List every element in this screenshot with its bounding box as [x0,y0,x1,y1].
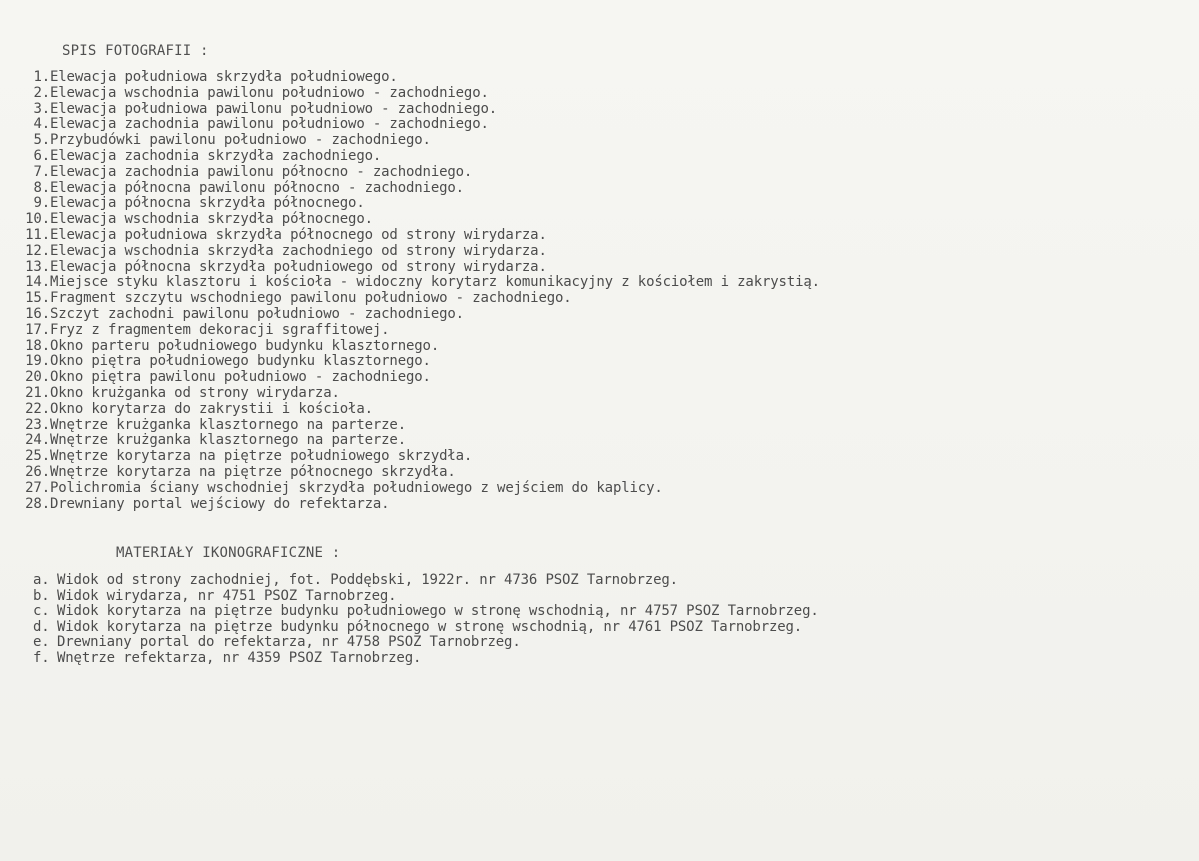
photo-list-item [20,481,820,497]
photo-list [20,70,820,512]
photo-list-item [20,275,820,291]
photo-list-item-number: 20. [25,369,50,386]
photo-list-item-text: Okno korytarza do zakrystii i kościoła. [50,400,373,417]
photo-list-item-number: 18. [25,337,50,354]
photo-list-item [20,86,820,102]
photo-list-item [20,165,820,181]
iconographic-list-item-number: a. [33,572,50,588]
iconographic-list-item [33,651,819,667]
photo-list-item-number: 3. [33,100,50,117]
photo-list-item-number: 21. [25,384,50,401]
photo-list-item-text: Elewacja północna skrzydła północnego. [50,195,365,212]
photo-list-item-text: Fragment szczytu wschodniego pawilonu południowo - zachodniego. [50,290,572,307]
photo-list-item-number: 12. [25,242,50,259]
photo-list-item [20,418,820,434]
photo-list-item-number: 22. [25,400,50,417]
photo-list-item-text: Drewniany portal wejściowy do refektarza. [50,495,390,512]
photo-list-item [20,354,820,370]
photo-list-item-number: 17. [25,321,50,338]
photo-list-item-number: 1. [33,69,50,85]
photo-list-item-text: Polichromia ściany wschodniej skrzydła południowego z wejściem do kaplicy. [50,479,663,496]
photo-list-item-number: 9. [33,195,50,212]
photo-list-item-text: Elewacja południowa pawilonu południowo - zachodniego. [50,100,498,117]
photo-list-item [20,133,820,149]
photo-list-item [20,402,820,418]
photo-list-item [20,196,820,212]
photo-list-item [20,260,820,276]
photo-list-item [20,228,820,244]
photo-list-item-text: Elewacja wschodnia skrzydła północnego. [50,211,373,228]
iconographic-list-item-number: e. [33,634,50,651]
iconographic-list-item-text: Widok wirydarza, nr 4751 PSOZ Tarnobrzeg. [57,587,397,604]
photo-list-item-text: Elewacja południowa skrzydła południowego. [50,69,398,85]
photo-list-item [20,149,820,165]
photo-list-item-number: 13. [25,258,50,275]
iconographic-list-item [33,620,819,636]
photo-list-item-number: 5. [33,132,50,149]
photo-list-item-text: Okno parteru południowego budynku klasztornego. [50,337,440,354]
photo-list-item-text: Okno piętra pawilonu południowo - zachodniego. [50,369,431,386]
photo-list-item-text: Elewacja zachodnia skrzydła zachodniego. [50,147,382,164]
photo-list-item [20,433,820,449]
photo-list-item-text: Elewacja wschodnia skrzydła zachodniego od strony wirydarza. [50,242,547,259]
photo-list-item-text: Szczyt zachodni pawilonu południowo - zachodniego. [50,305,464,322]
photo-list-item-text: Wnętrze krużganka klasztornego na parterze. [50,416,406,433]
photo-list-item [20,386,820,402]
iconographic-heading: MATERIAŁY IKONOGRAFICZNE : [116,545,341,561]
photo-list-item-number: 25. [25,448,50,465]
photo-list-item [20,244,820,260]
photo-list-item [20,323,820,339]
photo-list-item-text: Okno krużganka od strony wirydarza. [50,384,340,401]
iconographic-list-item-text: Wnętrze refektarza, nr 4359 PSOZ Tarnobrzeg. [57,649,422,666]
photo-list-item [20,307,820,323]
photo-list-item-text: Elewacja południowa skrzydła północnego od strony wirydarza. [50,226,547,243]
iconographic-list-item-number: b. [33,587,50,604]
photo-list-item-text: Wnętrze krużganka klasztornego na parterze. [50,432,406,449]
photo-list-item-text: Przybudówki pawilonu południowo - zachodniego. [50,132,431,149]
photo-list-item-number: 2. [33,84,50,101]
photo-list-item [20,449,820,465]
photo-list-item-text: Wnętrze korytarza na piętrze południowego skrzydła. [50,448,473,465]
photo-list-item [20,465,820,481]
photo-list-item-number: 15. [25,290,50,307]
iconographic-list-item-number: d. [33,618,50,635]
photo-list-item [20,117,820,133]
photo-list-item [20,339,820,355]
iconographic-list [33,573,819,667]
photo-list-item-text: Okno piętra południowego budynku klasztornego. [50,353,431,370]
iconographic-list-item-text: Drewniany portal do refektarza, nr 4758 PSOZ Tarnobrzeg. [57,634,521,651]
photo-list-item-text: Miejsce styku klasztoru i kościoła - widoczny korytarz komunikacyjny z kościołem i zakrystią. [50,274,820,291]
photo-list-heading: SPIS FOTOGRAFII : [62,43,209,59]
photo-list-item-number: 19. [25,353,50,370]
iconographic-list-item-number: c. [33,603,50,620]
photo-list-item [20,212,820,228]
photo-list-item [20,497,820,513]
photo-list-item-number: 26. [25,463,50,480]
photo-list-item-number: 10. [25,211,50,228]
photo-list-item-text: Elewacja zachodnia pawilonu północno - zachodniego. [50,163,473,180]
photo-list-item-text: Elewacja północna skrzydła południowego od strony wirydarza. [50,258,547,275]
photo-list-item-text: Fryz z fragmentem dekoracji sgraffitowej. [50,321,390,338]
photo-list-item-number: 16. [25,305,50,322]
photo-list-item-number: 27. [25,479,50,496]
iconographic-list-item-number: f. [33,649,50,666]
photo-list-item [20,181,820,197]
photo-list-item-text: Elewacja północna pawilonu północno - zachodniego. [50,179,464,196]
photo-list-item-number: 28. [25,495,50,512]
photo-list-item [20,370,820,386]
iconographic-list-item [33,573,819,589]
photo-list-item-number: 8. [33,179,50,196]
photo-list-item-number: 4. [33,116,50,133]
photo-list-item-number: 11. [25,226,50,243]
photo-list-item-number: 7. [33,163,50,180]
photo-list-item-text: Elewacja wschodnia pawilonu południowo - zachodniego. [50,84,489,101]
photo-list-item [20,291,820,307]
photo-list-item-number: 24. [25,432,50,449]
iconographic-list-item-text: Widok od strony zachodniej, fot. Poddębski, 1922r. nr 4736 PSOZ Tarnobrzeg. [57,572,678,588]
photo-list-item-number: 14. [25,274,50,291]
iconographic-list-item [33,589,819,605]
photo-list-item-text: Wnętrze korytarza na piętrze północnego skrzydła. [50,463,456,480]
photo-list-item [20,102,820,118]
photo-list-item [20,70,820,86]
iconographic-list-item-text: Widok korytarza na piętrze budynku północnego w stronę wschodnią, nr 4761 PSOZ Tarnobrzeg. [57,618,803,635]
iconographic-list-item [33,635,819,651]
photo-list-item-number: 6. [33,147,50,164]
iconographic-list-item-text: Widok korytarza na piętrze budynku południowego w stronę wschodnią, nr 4757 PSOZ Tarnobrzeg. [57,603,819,620]
iconographic-list-item [33,604,819,620]
photo-list-item-text: Elewacja zachodnia pawilonu południowo - zachodniego. [50,116,489,133]
photo-list-item-number: 23. [25,416,50,433]
